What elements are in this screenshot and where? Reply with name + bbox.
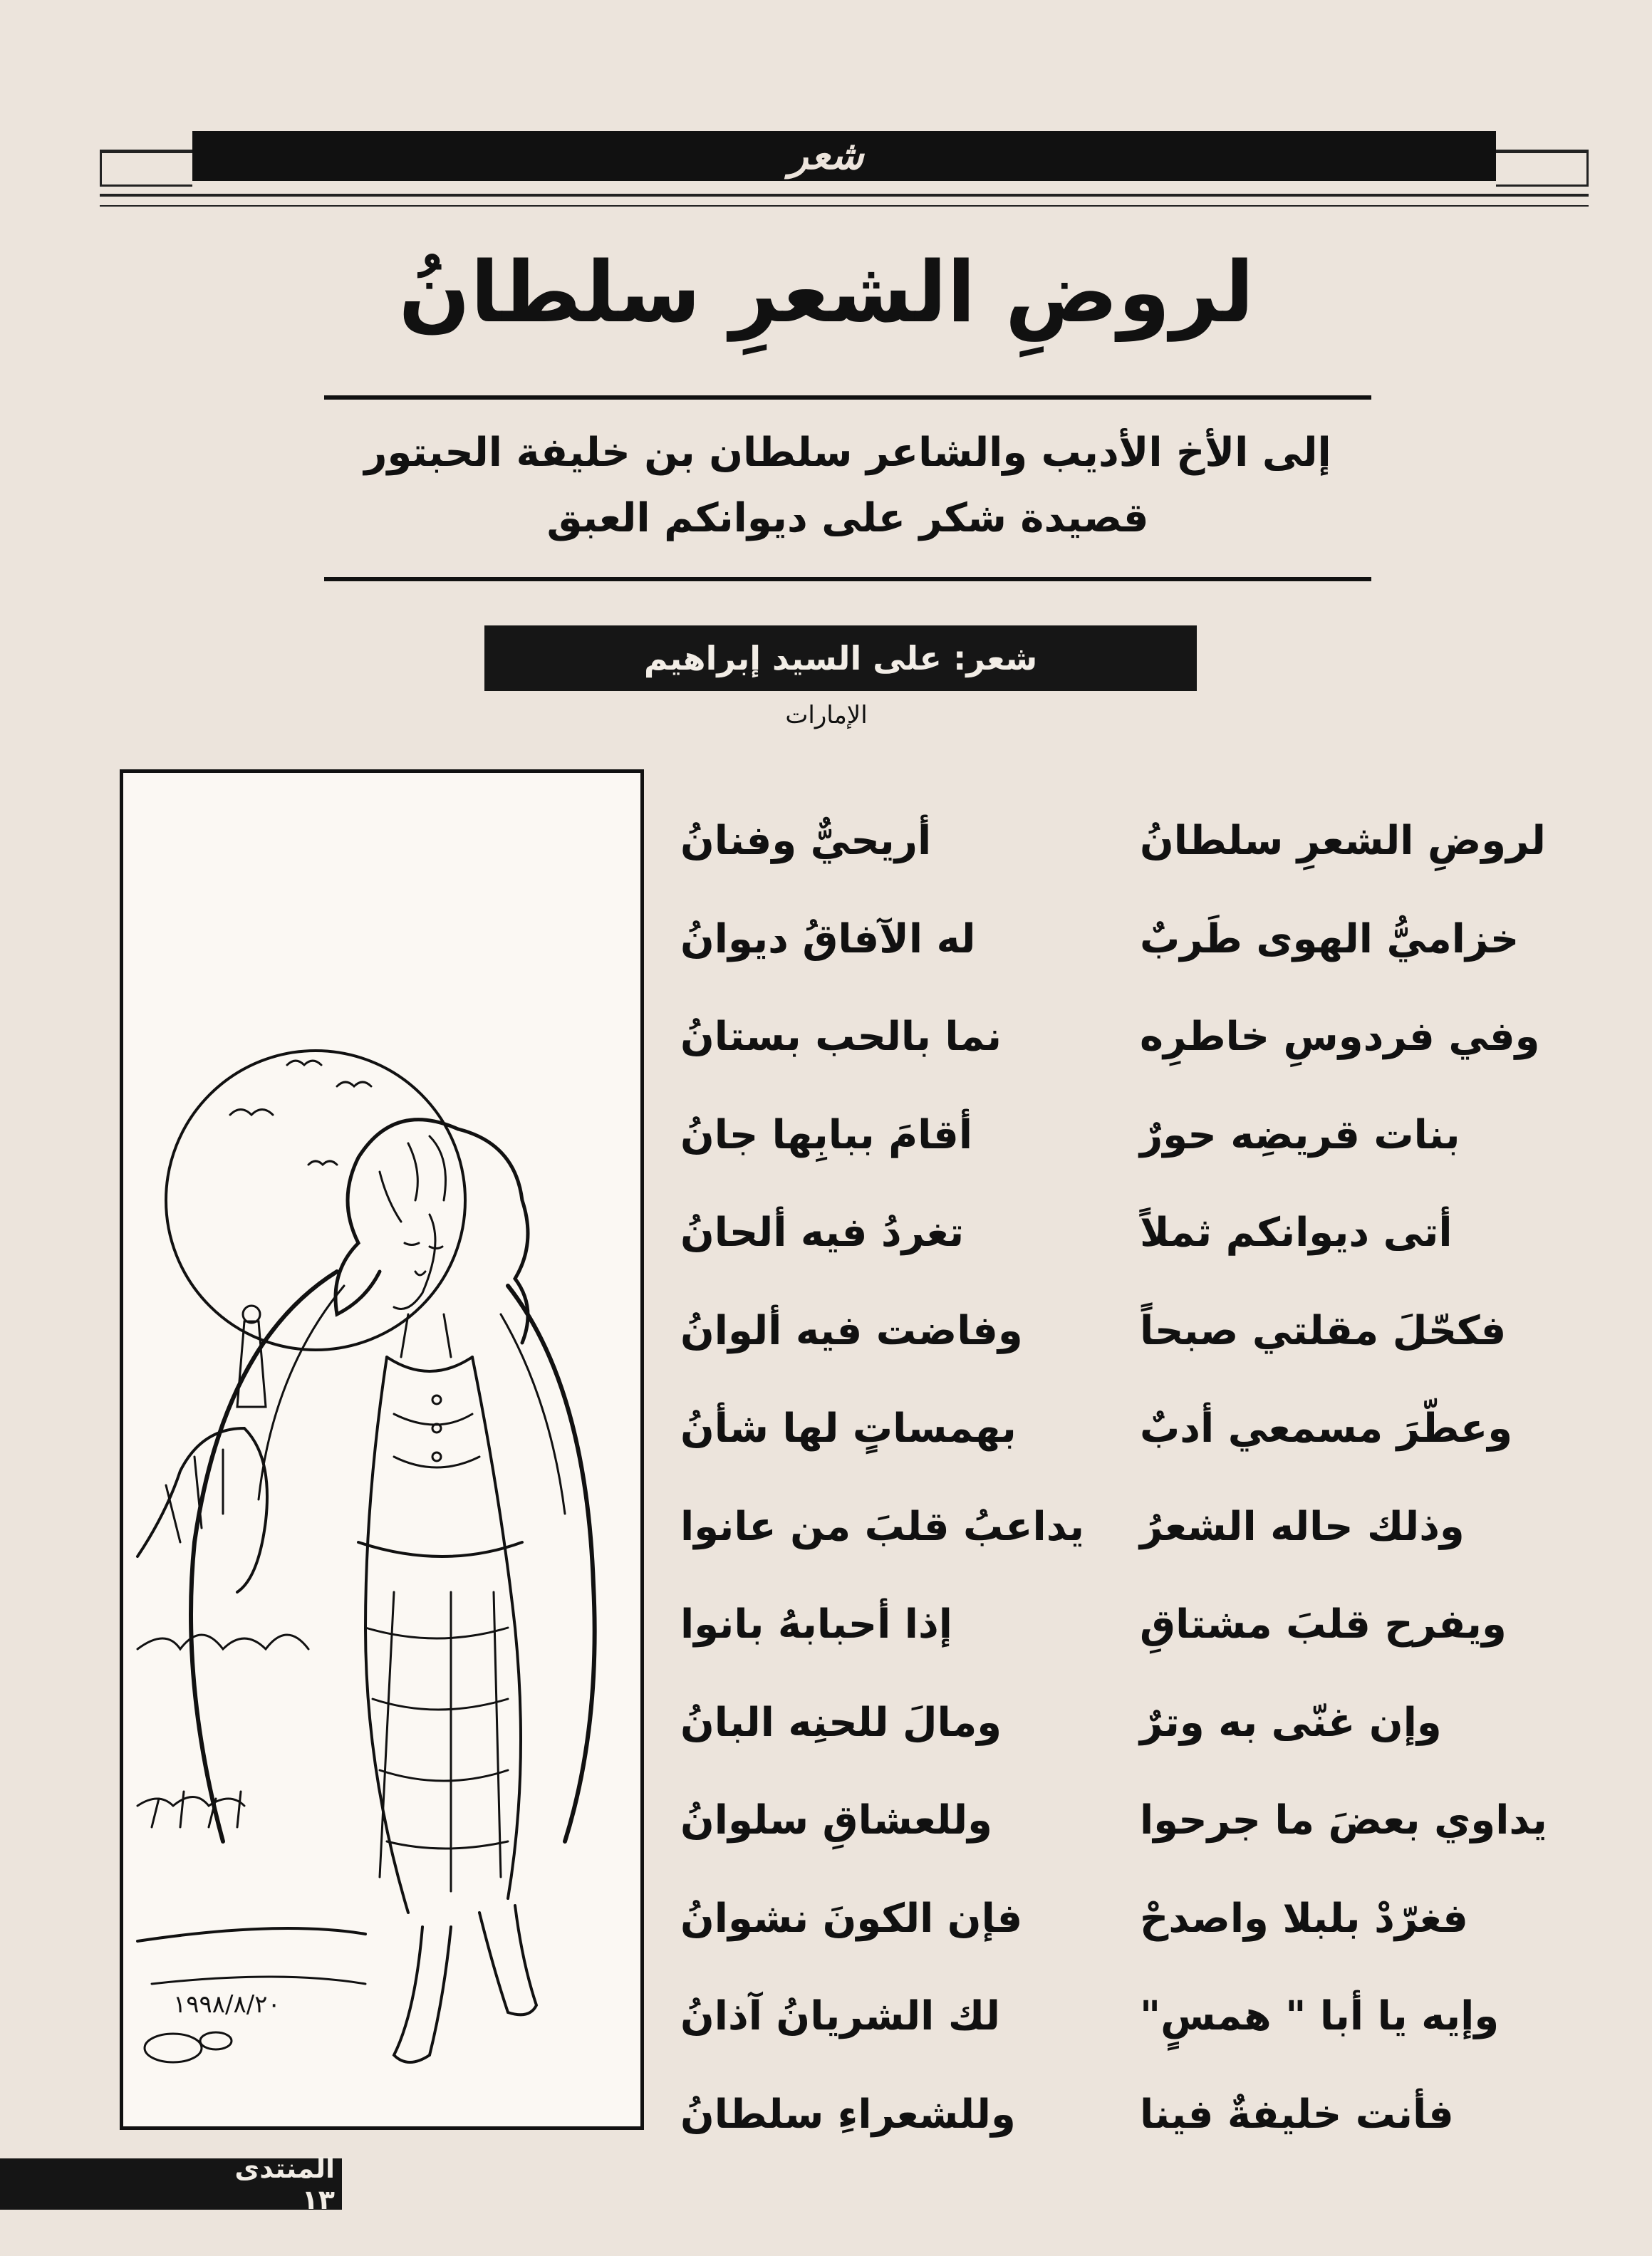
poem-line-second-hemistich: لك الشريانُ آذانُ xyxy=(680,1992,1000,2039)
illustration-signature: ١٩٩٨/٨/٢٠ xyxy=(173,1990,281,2019)
poem-line-second-hemistich: أقامَ ببابِها جانُ xyxy=(680,1111,973,1158)
author-byline: شعر: على السيد إبراهيم xyxy=(484,625,1197,691)
poem-line-second-hemistich: يداعبُ قلبَ من عانوا xyxy=(680,1503,1085,1550)
poem-line-first-hemistich: وعطّرَ مسمعي أدبٌ xyxy=(1140,1405,1513,1452)
poem-line-first-hemistich: وإيه يا أبا " همسٍ" xyxy=(1140,1992,1500,2039)
poem-line-second-hemistich: وللعشاقِ سلوانُ xyxy=(680,1797,992,1844)
poem-line-first-hemistich: فكحّلَ مقلتي صبحاً xyxy=(1140,1307,1507,1354)
poem-line-second-hemistich: تغردُ فيه ألحانُ xyxy=(680,1209,965,1256)
page-number: المنتدى ١٣ xyxy=(234,2153,335,2215)
poem-line-second-hemistich: بهمساتٍ لها شأنُ xyxy=(680,1405,1017,1452)
poem-line-first-hemistich: وإن غنّى به وترٌ xyxy=(1140,1699,1442,1746)
poem-line-first-hemistich: أتى ديوانكم ثملاً xyxy=(1140,1209,1453,1256)
poem-line-second-hemistich: فإن الكونَ نشوانُ xyxy=(680,1895,1023,1942)
poem-line-first-hemistich: بنات قريضِه حورٌ xyxy=(1140,1111,1460,1158)
poem-line-first-hemistich: ويفرح قلبَ مشتاقِ xyxy=(1140,1601,1507,1648)
header-rule-bottom xyxy=(100,205,1589,207)
poem-line-second-hemistich: وفاضت فيه ألوانُ xyxy=(680,1307,1023,1354)
poem-line-second-hemistich: نما بالحب بستانُ xyxy=(680,1013,1002,1060)
header-frame-left xyxy=(100,151,192,187)
poem-line-second-hemistich: أريحيٌّ وفنانُ xyxy=(680,817,932,864)
header-frame-right xyxy=(1496,151,1589,187)
dedication-line-2: قصيدة شكر على ديوانكم العبق xyxy=(546,494,1149,541)
header-rule-thick xyxy=(100,194,1589,197)
poem-line-second-hemistich: ومالَ للحنِه البانُ xyxy=(680,1699,1002,1746)
poem-line-first-hemistich: فغرّدْ بلبلا واصدحْ xyxy=(1140,1895,1468,1942)
title-rule-top xyxy=(324,395,1371,400)
dedication-line-1: إلى الأخ الأديب والشاعر سلطان بن خليفة الحبتور xyxy=(364,429,1331,476)
poem-line-second-hemistich: إذا أحبابهُ بانوا xyxy=(680,1601,952,1648)
poem-line-first-hemistich: وذلك حاله الشعرُ xyxy=(1140,1503,1465,1550)
illustration-frame xyxy=(120,769,644,2130)
poem-line-first-hemistich: لروضِ الشعرِ سلطانُ xyxy=(1140,817,1546,864)
section-label: شعر xyxy=(789,132,864,179)
poem-line-first-hemistich: يداوي بعضَ ما جرحوا xyxy=(1140,1797,1547,1844)
woman-sketch-illustration xyxy=(123,773,640,2126)
poem-line-first-hemistich: خزاميُّ الهوى طَربٌ xyxy=(1140,915,1519,962)
poem-line-first-hemistich: وفي فردوسِ خاطرِه xyxy=(1140,1013,1540,1060)
title-rule-bottom xyxy=(324,577,1371,581)
poem-line-second-hemistich: وللشعراءِ سلطانُ xyxy=(680,2091,1016,2138)
poem-title: لروضِ الشعرِ سلطانُ xyxy=(398,243,1254,341)
author-country: الإمارات xyxy=(785,701,868,729)
poem-line-second-hemistich: له الآفاقُ ديوانُ xyxy=(680,915,976,962)
poem-line-first-hemistich: فأنت خليفةٌ فينا xyxy=(1140,2091,1454,2138)
